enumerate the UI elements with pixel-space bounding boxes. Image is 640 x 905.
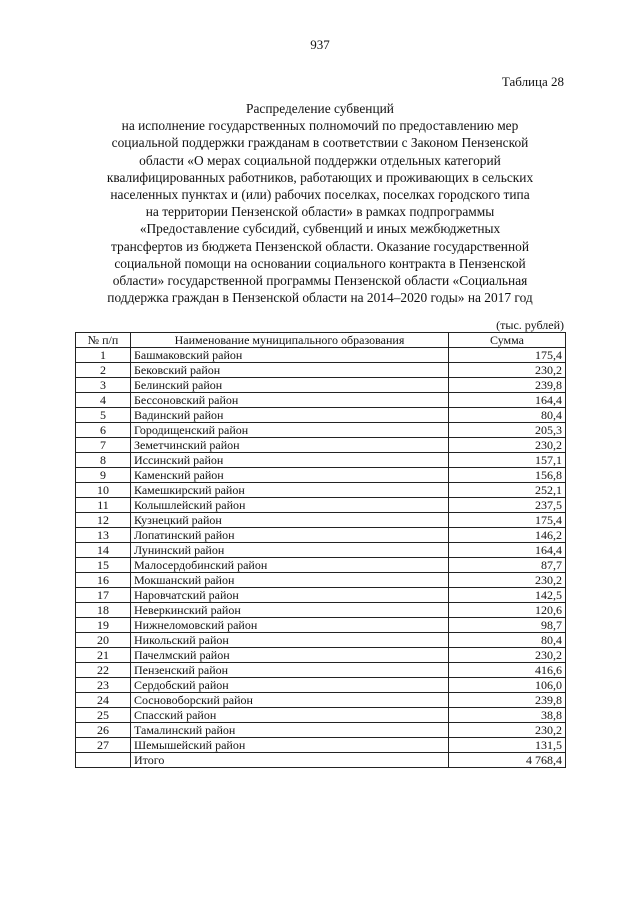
title-line: социальной помощи на основании социального контракта в Пензенской [114,255,526,271]
row-sum: 230,2 [449,438,566,453]
row-name: Городищенский район [131,423,449,438]
row-number: 7 [76,438,131,453]
row-sum: 416,6 [449,663,566,678]
row-number: 27 [76,738,131,753]
row-name: Лопатинский район [131,528,449,543]
title-line: трансфертов из бюджета Пензенской области. Оказание государственной [110,238,529,254]
table-row [76,648,566,663]
row-name: Лунинский район [131,543,449,558]
table-row [76,738,566,753]
row-sum: 80,4 [449,633,566,648]
title-line: Распределение субвенций [246,101,394,116]
row-name: Сосновоборский район [131,693,449,708]
header-sum: Сумма [449,333,566,348]
table-row [76,633,566,648]
row-name: Неверкинский район [131,603,449,618]
table-row [76,528,566,543]
table-row [76,363,566,378]
row-name: Пензенский район [131,663,449,678]
row-name: Кузнецкий район [131,513,449,528]
row-name: Тамалинский район [131,723,449,738]
units-label: (тыс. рублей) [496,318,564,332]
row-sum: 230,2 [449,723,566,738]
row-sum: 230,2 [449,648,566,663]
table-row [76,723,566,738]
table-row [76,678,566,693]
row-number: 16 [76,573,131,588]
table-row [76,348,566,363]
table-row [76,618,566,633]
row-sum: 230,2 [449,363,566,378]
row-number: 10 [76,483,131,498]
row-number: 18 [76,603,131,618]
row-sum: 4 768,4 [449,753,566,768]
row-number: 22 [76,663,131,678]
row-number: 20 [76,633,131,648]
row-number: 13 [76,528,131,543]
row-sum: 38,8 [449,708,566,723]
table-row [76,588,566,603]
row-sum: 98,7 [449,618,566,633]
row-name: Спасский район [131,708,449,723]
row-name: Земетчинский район [131,438,449,453]
row-sum: 146,2 [449,528,566,543]
row-name: Камешкирский район [131,483,449,498]
row-number: 21 [76,648,131,663]
row-name: Шемышейский район [131,738,449,753]
row-number: 8 [76,453,131,468]
row-name: Нижнеломовский район [131,618,449,633]
row-name: Никольский район [131,633,449,648]
table-row [76,513,566,528]
row-sum: 252,1 [449,483,566,498]
row-sum: 164,4 [449,543,566,558]
row-sum: 156,8 [449,468,566,483]
table-row [76,693,566,708]
row-number: 6 [76,423,131,438]
row-number: 12 [76,513,131,528]
title-line: области «О мерах социальной поддержки отдельных категорий [139,152,501,168]
row-sum: 230,2 [449,573,566,588]
table-row [76,408,566,423]
row-name: Малосердобинский район [131,558,449,573]
table-row [76,708,566,723]
table-row [76,438,566,453]
title-line: на территории Пензенской области» в рамках подпрограммы [145,204,495,220]
row-sum: 157,1 [449,453,566,468]
table-row [76,453,566,468]
row-sum: 131,5 [449,738,566,753]
row-sum: 239,8 [449,378,566,393]
row-number: 11 [76,498,131,513]
table-row [76,393,566,408]
row-sum: 164,4 [449,393,566,408]
row-number: 4 [76,393,131,408]
row-number: 17 [76,588,131,603]
row-sum: 205,3 [449,423,566,438]
row-name: Бековский район [131,363,449,378]
row-number [76,753,131,768]
table-row [76,663,566,678]
row-number: 2 [76,363,131,378]
document-title [70,100,570,306]
row-number: 3 [76,378,131,393]
title-line: поддержка граждан в Пензенской области на 2014–2020 годы» на 2017 год [107,290,533,306]
row-name: Колышлейский район [131,498,449,513]
table-row [76,558,566,573]
table-row [76,483,566,498]
title-line: «Предоставление субсидий, субвенций и иных межбюджетных [139,221,501,237]
page-number: 937 [310,37,330,52]
row-number: 14 [76,543,131,558]
table-row [76,423,566,438]
row-name: Итого [131,753,449,768]
table-row [76,603,566,618]
row-name: Пачелмский район [131,648,449,663]
row-name: Иссинский район [131,453,449,468]
title-line: квалифицированных работников, работающих и проживающих в сельских [106,169,534,185]
row-name: Бессоновский район [131,393,449,408]
row-number: 24 [76,693,131,708]
row-name: Каменский район [131,468,449,483]
row-sum: 106,0 [449,678,566,693]
table-row [76,498,566,513]
row-number: 23 [76,678,131,693]
row-name: Вадинский район [131,408,449,423]
row-sum: 87,7 [449,558,566,573]
title-line: на исполнение государственных полномочий по предоставлению мер [121,118,519,134]
row-sum: 175,4 [449,513,566,528]
row-sum: 120,6 [449,603,566,618]
header-number: № п/п [76,333,131,348]
row-number: 19 [76,618,131,633]
row-sum: 80,4 [449,408,566,423]
table-row [76,543,566,558]
title-line: области» государственной программы Пензенской области «Социальная [112,273,528,289]
row-number: 26 [76,723,131,738]
table-header-row [76,333,566,348]
row-number: 5 [76,408,131,423]
total-row [76,753,566,768]
header-name: Наименование муниципального образования [131,333,449,348]
row-sum: 237,5 [449,498,566,513]
row-sum: 142,5 [449,588,566,603]
subvention-table [75,332,566,768]
title-line: социальной поддержки гражданам в соответствии с Законом Пензенской [111,135,529,151]
table-label: Таблица 28 [501,74,564,89]
row-number: 25 [76,708,131,723]
table-row [76,378,566,393]
title-line: населенных пунктах и (или) рабочих поселках, поселках городского типа [110,187,530,203]
table-row [76,573,566,588]
row-sum: 175,4 [449,348,566,363]
table-row [76,468,566,483]
row-sum: 239,8 [449,693,566,708]
row-name: Башмаковский район [131,348,449,363]
row-number: 9 [76,468,131,483]
row-number: 15 [76,558,131,573]
row-name: Сердобский район [131,678,449,693]
row-name: Белинский район [131,378,449,393]
row-name: Наровчатский район [131,588,449,603]
row-number: 1 [76,348,131,363]
row-name: Мокшанский район [131,573,449,588]
